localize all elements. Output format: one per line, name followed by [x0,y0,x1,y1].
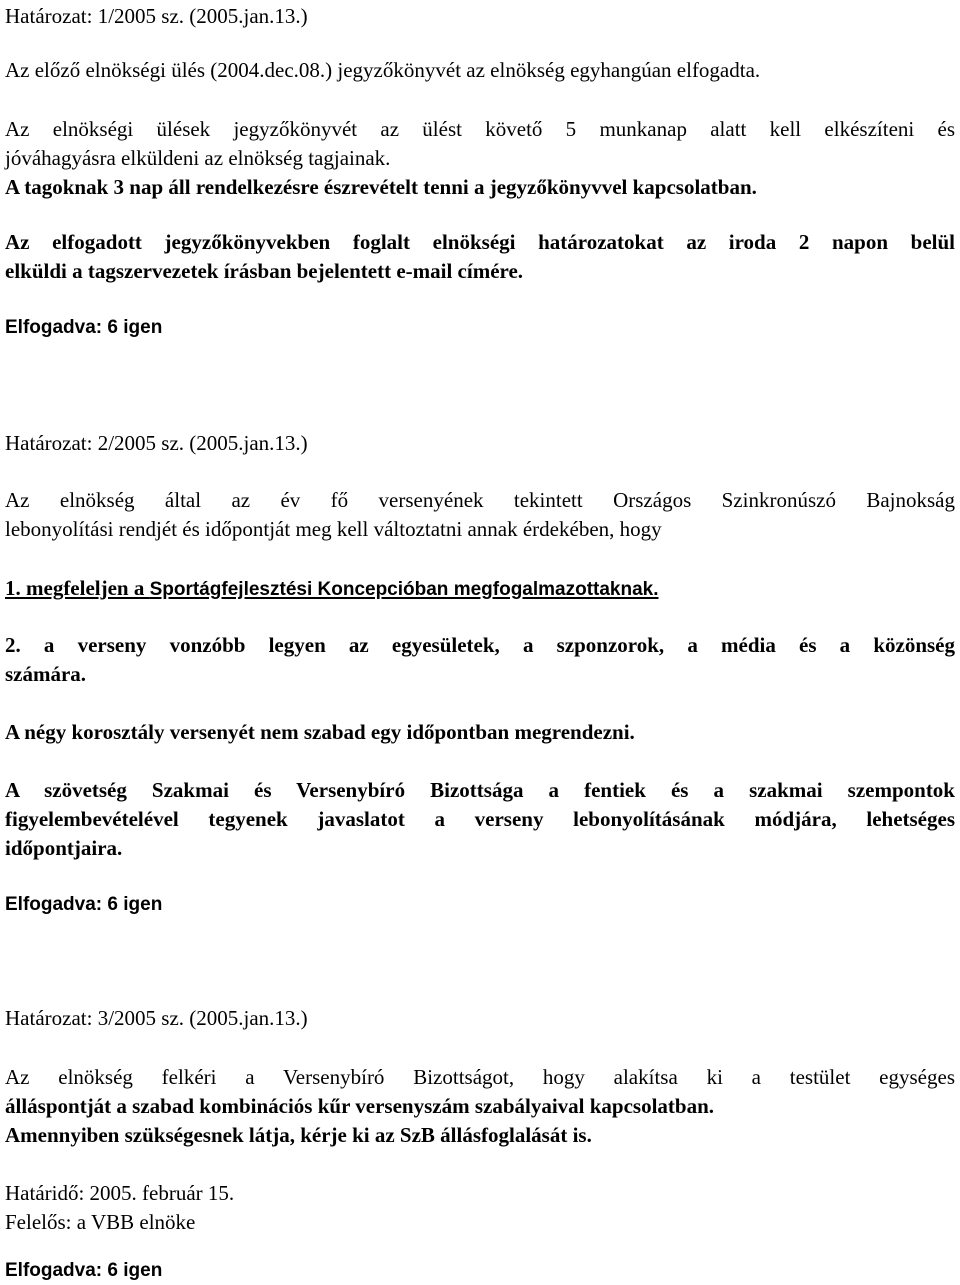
resolution-1-text-line: Az előző elnökségi ülés (2004.dec.08.) jegyzőkönyvét az elnökség egyhangúan elfogadta. [5,58,761,82]
resolution-1-text-line: A tagoknak 3 nap áll rendelkezésre észrevételt tenni a jegyzőkönyvvel kapcsolatban. [5,175,757,199]
resolution-3-heading: Határozat: 3/2005 sz. (2005.jan.13.) [5,1006,308,1030]
resolution-1-text-line: elküldi a tagszervezetek írásban bejelentett e-mail címére. [5,259,524,283]
resolution-3-text-line: álláspontját a szabad kombinációs kűr versenyszám szabályaival kapcsolatban. [5,1094,715,1118]
resolution-2-item-1 [5,574,955,604]
resolution-1-text-line: jóváhagyásra elküldeni az elnökség tagjainak. [5,146,391,170]
resolution-2-heading: Határozat: 2/2005 sz. (2005.jan.13.) [5,431,308,455]
resolution-2-paragraph-line: A szövetség Szakmai és Versenybíró Bizottsága a fentiek és a szakmai szempontok [5,778,955,802]
resolution-1-text-line: Az elfogadott jegyzőkönyvekben foglalt elnökségi határozatokat az iroda 2 napon belül [5,230,955,254]
resolution-2-item-2: számára. [5,662,87,686]
resolution-3-text-line: Az elnökség felkéri a Versenybíró Bizottságot, hogy alakítsa ki a testület egységes [5,1065,955,1089]
resolution-3-deadline: Határidő: 2005. február 15. [5,1181,235,1205]
resolution-2-paragraph-line: figyelembevételével tegyenek javaslatot a verseny lebonyolításának módjára, lehetséges [5,807,955,831]
item-1-prefix: 1. megfeleljen a [5,576,150,600]
resolution-3-responsible: Felelős: a VBB elnöke [5,1210,196,1234]
resolution-2-item-2: 2. a verseny vonzóbb legyen az egyesületek, a szponzorok, a média és a közönség [5,633,955,657]
resolution-3-text-line: Amennyiben szükségesnek látja, kérje ki az SzB állásfoglalását is. [5,1123,592,1147]
resolution-2-text-line: Az elnökség által az év fő versenyének tekintett Országos Szinkronúszó Bajnokság [5,488,955,512]
resolution-2-paragraph: A négy korosztály versenyét nem szabad egy időpontban megrendezni. [5,720,635,744]
resolution-1-heading: Határozat: 1/2005 sz. (2005.jan.13.) [5,4,308,28]
resolution-2-paragraph-line: időpontjaira. [5,836,123,860]
resolution-2-vote: Elfogadva: 6 igen [5,894,163,915]
resolution-3-vote: Elfogadva: 6 igen [5,1260,163,1281]
resolution-2-text-line: lebonyolítási rendjét és időpontját meg kell változtatni annak érdekében, hogy [5,517,662,541]
resolution-1-text-line: Az elnökségi ülések jegyzőkönyvét az ülést követő 5 munkanap alatt kell elkészíteni és [5,117,955,141]
item-1-text: Sportágfejlesztési Koncepcióban megfogalmazottaknak. [149,579,659,600]
resolution-1-vote: Elfogadva: 6 igen [5,317,163,338]
